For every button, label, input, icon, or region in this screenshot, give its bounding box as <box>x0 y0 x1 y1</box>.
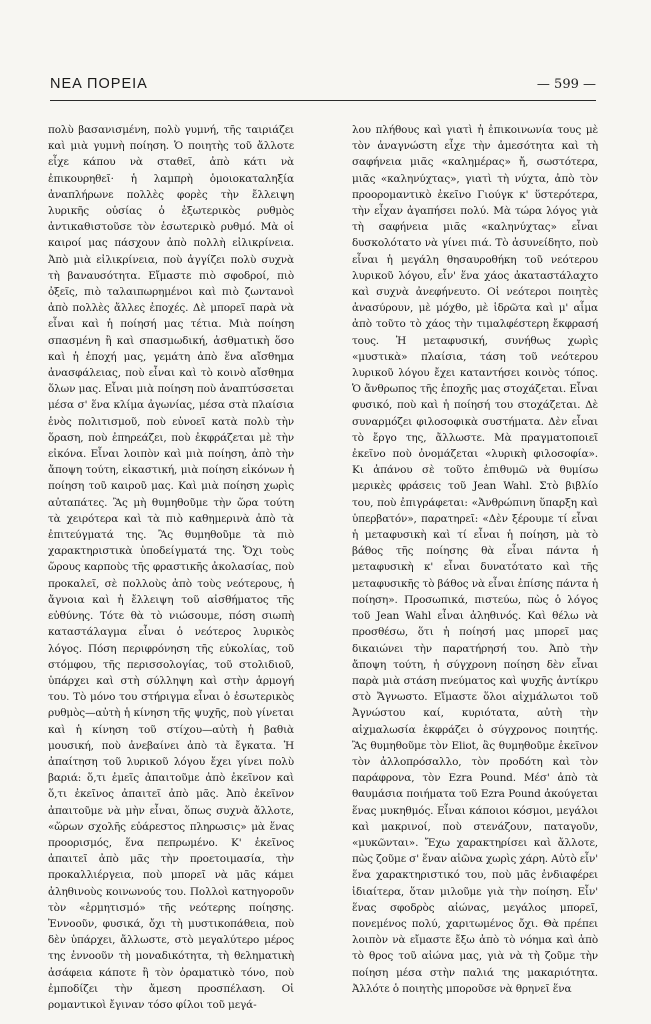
body-text-left: πολὺ βασανισμένη, πολὺ γυμνή, τῆς ταιριάζει καὶ μιὰ γυμνὴ ποίηση. Ὁ ποιητὴς τοῦ ἄλλοτε εἶχε κάπου νὰ σταθεῖ, ἀπὸ κάτι νὰ ἐπικουρηθεῖ· ἡ λαμπρὴ ὁμοιοκαταληξία ἀναπλήρωνε πολλὲς φορὲς τὴν ἔλλειψη λυρικῆς οὐσίας ὁ ἐξωτερικὸς ρυθμὸς ἀντικαθιστοῦσε τὸν ἐσωτερικὸ ρυθμό. Μὰ οἱ καιροί μας πάσχουν ἀπὸ πολλὴ εἰλικρίνεια. Ἀπὸ μιὰ εἰλικρίνεια, ποὺ ἀγγίζει πολὺ συχνὰ τὴ βαναυσότητα. Εἴμαστε πιὸ σφοδροί, πιὸ ὀξεῖς, πιὸ ταλαιπωρημένοι καὶ πιὸ ζωντανοὶ ἀπὸ πολλὲς ἄλλες ἐποχές. Δὲ μπορεῖ παρὰ νὰ εἶναι καὶ ἡ ποίησή μας τέτια. Μιὰ ποίηση σπασμένη ἢ καὶ σπασμωδική, ἀσθματικὴ ὅσο καὶ ἡ ἐποχή μας, γεμάτη ἀπὸ ἕνα αἴσθημα ἀνασφάλειας, ποὺ εἶναι καὶ τὸ κοινὸ αἴσθημα ὅλων μας. Εἶναι μιὰ ποίηση ποὺ ἀναπτύσσεται μέσα σ' ἕνα κλίμα ἀγωνίας, μέσα στὰ πλαίσια ἑνὸς πολιτισμοῦ, ποὺ εὐνοεῖ κατὰ πολὺ τὴν ὅραση, ποὺ ἐπηρεάζει, ποὺ ἐκφράζεται μὲ τὴν εἰκόνα. Εἶναι λοιπὸν καὶ μιὰ ποίηση, ἀπὸ τὴν ἄποψη τούτη, εἰκαστική, μιὰ ποίηση εἰκόνων ἡ ποίηση τοῦ καιροῦ μας. Καὶ μιὰ ποίηση χωρὶς αὐταπάτες. Ἂς μὴ θυμηθοῦμε τὴν ὥρα τούτη τὰ χειρότερα καὶ τὰ πιὸ καθημερινὰ ἀπὸ τὰ ἐπιτεύγματά της. Ἂς θυμηθοῦμε τὰ πιὸ χαρακτηριστικὰ ὑποδείγματά της. Ὄχι τοὺς ὥρους καρποὺς τῆς φραστικῆς ἀκολασίας, ποὺ προκαλεῖ, σὲ πολλοὺς ἀπὸ τοὺς νεότερους, ἡ ἄγνοια καὶ ἡ ἔλλειψη τοῦ αἰσθήματος τῆς εὐθύνης. Τότε θὰ τὸ νιώσουμε, πόση σιωπὴ καταστάλαγμα εἶναι ὁ νεότερος λυρικὸς λόγος. Πόση περιφρόνηση τῆς εὐκολίας, τοῦ στόμφου, τῆς περισσολογίας, τοῦ στολιδιοῦ, ὑπάρχει καὶ στὴ σύλληψη καὶ στὴν ἁρμογή του. Τὸ μόνο του στήριγμα εἶναι ὁ ἐσωτερικὸς ρυθμὸς—αὐτὴ ἡ κίνηση τῆς ψυχῆς, ποὺ γίνεται καὶ ἡ κίνηση τοῦ στίχου—αὐτὴ ἡ βαθιὰ μουσική, ποὺ ἀνεβαίνει ἀπὸ τὰ ἔγκατα. Ἡ ἀπαίτηση τοῦ λυρικοῦ λόγου ἔχει γίνει πολὺ βαριά: ὅ,τι ἐμεῖς ἀπαιτοῦμε ἀπὸ ἐκεῖνον καὶ ὅ,τι ἐκεῖνος ἀπαιτεῖ ἀπὸ μᾶς. Ἀπὸ ἐκεῖνον ἀπαιτοῦμε νὰ μὴν εἶναι, ὅπως συχνὰ ἄλλοτε, «ὥρων σχολῆς εὐάρεστος πληρωσις» μὰ ἕνας προορισμός, ἕνα πεπρωμένο. Κ' ἐκεῖνος ἀπαιτεῖ ἀπὸ μᾶς τὴν προετοιμασία, τὴν προκαλλιέργεια, ποὺ μπορεῖ νὰ μᾶς κάμει ἀληθινοὺς κοινωνούς του. Πολλοὶ κατηγοροῦν τὸν «ἑρμητισμό» τῆς νεότερης ποίησης. Ἐννοοῦν, φυσικά, ὄχι τὴ μυστικοπάθεια, ποὺ δὲν ὑπάρχει, ἄλλωστε, στὸ μεγαλύτερο μέρος της ἐννοοῦν τὴ μοναδικότητα, τὴ θεληματικὴ ἀσάφεια κάποτε ἢ τὸν ὀραματικὸ τόνο, ποὺ ἐμποδίζει τὴν ἄμεση προσπέλαση. Οἱ ρομαντικοὶ ἔγιναν τόσο φίλοι τοῦ μεγά- <box>48 124 294 1011</box>
header-rule <box>50 100 596 101</box>
text-column-right <box>352 122 598 997</box>
body-text-right: λου πλήθους καὶ γιατὶ ἡ ἐπικοινωνία τους μὲ τὸν ἀναγνώστη εἶχε τὴν ἀμεσότητα καὶ τὴ σαφήνεια μιᾶς «καλημέρας» ἤ, σωστότερα, μιᾶς «καληνύχτας», γιατὶ τὴ νύχτα, ἀπὸ τὸν προορομαντικὸ ἐκεῖνο Γιούγκ κ' ὕστερότερα, τὴν εἶχαν ἀγαπήσει πολύ. Μὰ τώρα λόγος γιὰ τὴ σαφήνεια μιᾶς «καληνύχτας» εἶναι δυσκολότατο νὰ γίνει πιά. Τὸ ἀσυνείδητο, ποὺ εἶναι ἡ μεγάλη θησαυροθήκη τοῦ νεότερου λυρικοῦ λόγου, εἶν' ἕνα χάος ἀκαταστάλαχτο καὶ συχνὰ ἀνεφήνευτο. Οἱ νεότεροι ποιητὲς ἀνασύρουν, μὲ μόχθο, μὲ ἱδρῶτα καὶ μ' αἷμα ἀπὸ τοῦτο τὸ χάος τὴν τιμαλφέστερη ἔκφρασή τους. Ἡ μεταφυσική, συνήθως χωρὶς «μυστικὰ» πλαίσια, τάση τοῦ νεότερου λυρικοῦ λόγου ἔχει καταντήσει κοινὸς τόπος. Ὁ ἄνθρωπος τῆς ἐποχῆς μας στοχάζεται. Εἶναι φυσικό, ποὺ καὶ ἡ ποίησή του στοχάζεται. Δὲ συναρμόζει φιλοσοφικὰ συστήματα. Δὲν εἶναι τὸ ἔργο της, ἄλλωστε. Μὰ πραγματοποιεῖ ἐκεῖνο ποὺ ὀνομάζεται «λυρικὴ φιλοσοφία». Κι ἀπάνου σὲ τοῦτο ἐπιθυμῶ νὰ θυμίσω μερικὲς φράσεις τοῦ Jean Wahl. Στὸ βιβλίο του, ποὺ ἐπιγράφεται: «Ἀνθρώπινη ὕπαρξη καὶ ὑπερβατόν», παρατηρεῖ: «Δὲν ξέρουμε τί εἶναι ἡ μεταφυσικὴ καὶ τί εἶναι ἡ ποίηση, μὰ τὸ βάθος τῆς ποίησης θὰ εἶναι πάντα ἡ μεταφυσικὴ κ' εἶναι δυνατότατο καὶ τῆς μεταφυσικῆς τὸ βάθος νὰ εἶναι ἐπίσης πάντα ἡ ποίηση». Προσωπικά, πιστεύω, πὼς ὁ λόγος τοῦ Jean Wahl εἶναι ἀληθινός. Καὶ θέλω νὰ προσθέσω, ὅτι ἡ ποίησή μας μπορεῖ μας δικαιώνει τὴν παρατήρησή του. Ἀπὸ τὴν ἄποψη τούτη, ἡ σύγχρονη ποίηση δὲν εἶναι παρὰ μιὰ στάση πνεύματος καὶ ψυχῆς ἀντίκρυ στὸ Ἄγνωστο. Εἴμαστε ὅλοι αἰχμάλωτοι τοῦ Ἀγνώστου καί, κυριότατα, αὐτὴ τὴν αἰχμαλωσία ἐκφράζει ὁ σύγχρονος ποιητής. Ἂς θυμηθοῦμε τὸν Eliot, ἂς θυμηθοῦμε ἐκεῖνον τὸν ἀλλοπρόσαλλο, τὸν προδότη καὶ τὸν παράφρονα, τὸν Ezra Pound. Μέσ' ἀπὸ τὰ θαυμάσια ποιήματα τοῦ Ezra Pound ἀκούγεται ἕνας μυκηθμός. Εἶναι κάποιοι κόσμοι, μεγάλοι καὶ μακρινοί, ποὺ στενάζουν, παταγοῦν, «μυκῶνται». Ἔχω χαρακτηρίσει καὶ ἄλλοτε, πὼς ζοῦμε σ' ἕναν αἰῶνα χωρὶς χάρη. Αὐτὸ εἶν' ἕνα χαρακτηριστικό του, ποὺ μᾶς ἐνδιαφέρει ἰδιαίτερα, ὅταν μιλοῦμε γιὰ τὴν ποίηση. Εἶν' ἕνας σφοδρὸς αἰώνας, μεγάλος μπορεῖ, πονεμένος πολύ, χαριτωμένος ὄχι. Θὰ πρέπει λοιπὸν νὰ εἴμαστε ἔξω ἀπὸ τὸ νόημα καὶ ἀπὸ τὸ θρος τοῦ αἰώνα μας, γιὰ νὰ τὴ ζοῦμε τὴν ποίηση μέσα στὴν παλιά της μακαριότητα. Ἀλλότε ὁ ποιητὴς μποροῦσε νὰ θρηνεῖ ἕνα <box>352 124 599 995</box>
page-header <box>50 72 596 102</box>
text-column-left <box>48 122 294 1013</box>
page-number: — 599 — <box>536 77 596 92</box>
journal-title: ΝΕΑ ΠΟΡΕΙΑ <box>50 76 148 92</box>
